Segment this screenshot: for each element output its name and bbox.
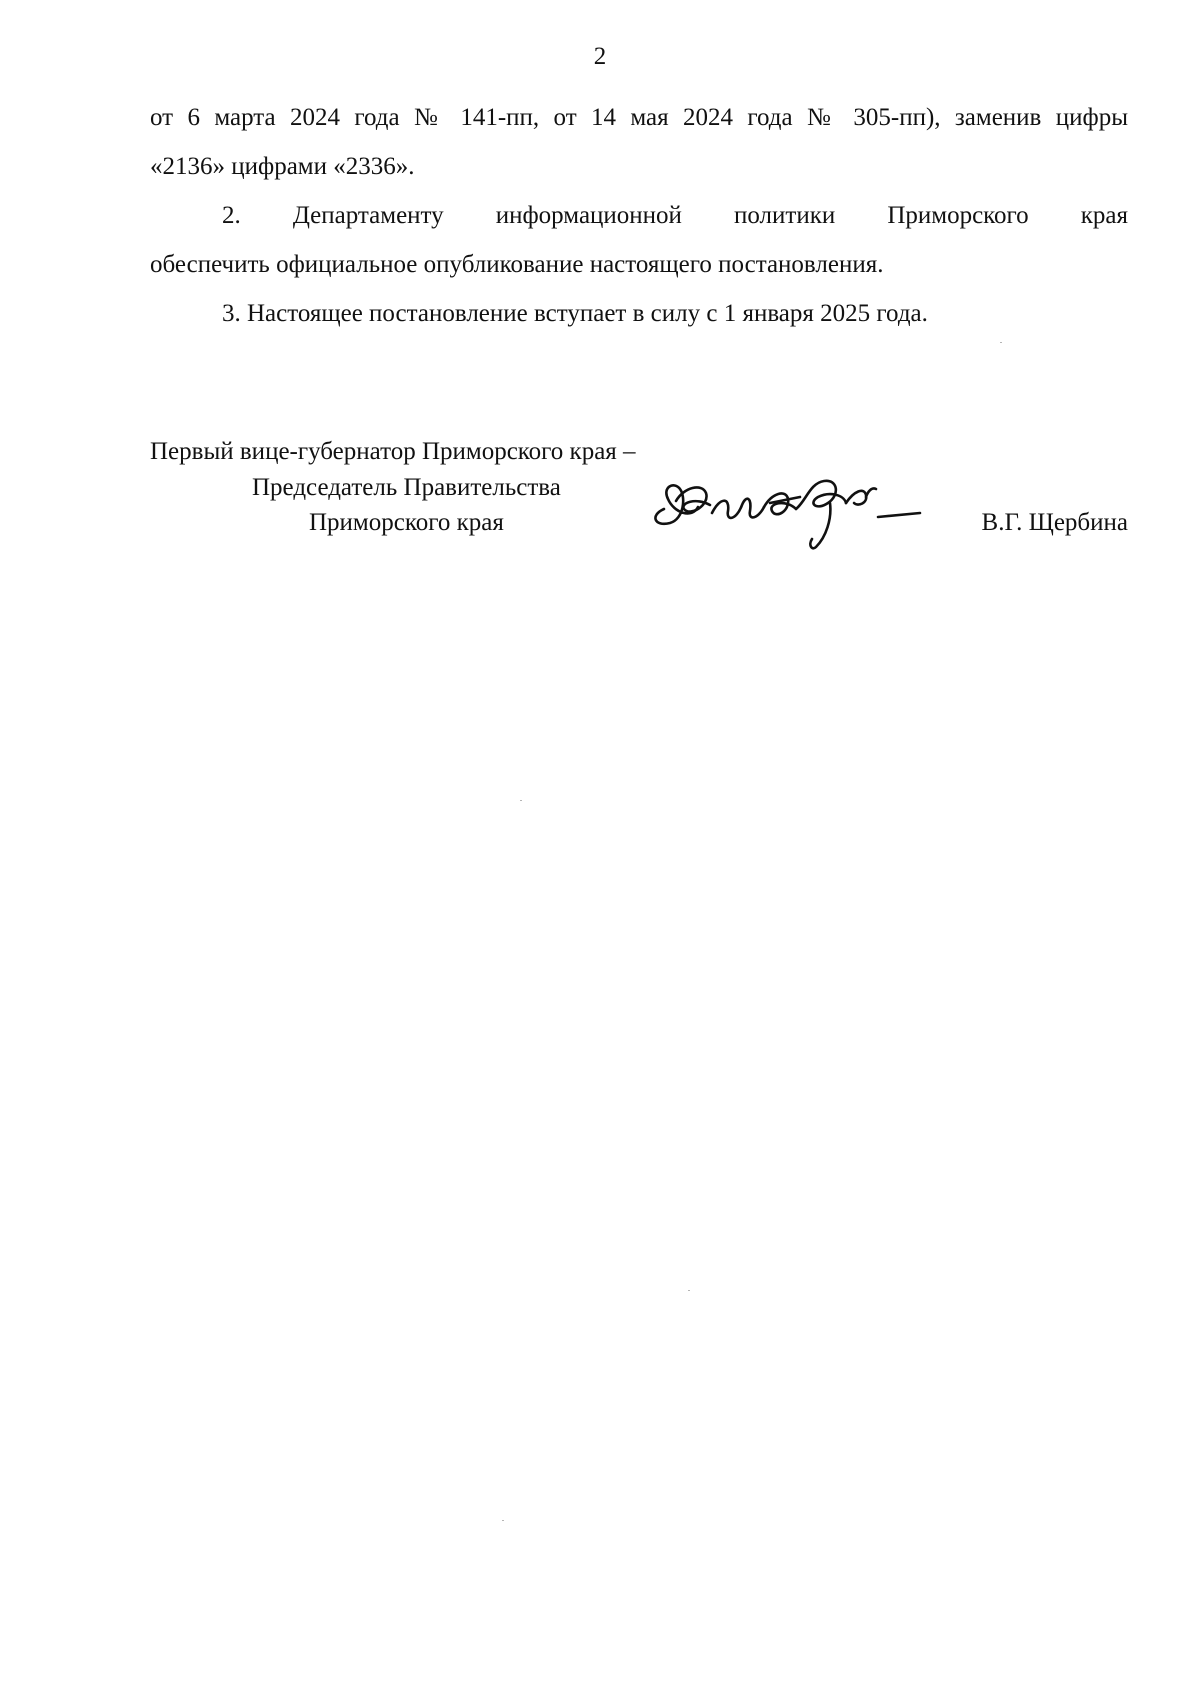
scan-speck <box>1000 342 1002 343</box>
signature-block <box>150 437 1128 547</box>
signatory-name: В.Г. Щербина <box>981 509 1128 536</box>
signatory-title-line-2: Председатель Правительства <box>252 474 561 501</box>
scan-speck <box>502 1520 504 1521</box>
paragraph-1-line-2: «2136» цифрами «2336». <box>150 153 415 180</box>
page-number: 2 <box>593 43 607 70</box>
paragraph-continuation <box>150 93 1128 191</box>
paragraph-3-line-1: 3. Настоящее постановление вступает в силу с 1 января 2025 года. <box>222 300 928 327</box>
signatory-title-line-1: Первый вице-губернатор Приморского края – <box>150 438 636 465</box>
paragraph-item-3 <box>150 289 1128 338</box>
paragraph-2-line-2: обеспечить официальное опубликование настоящего постановления. <box>150 251 884 278</box>
paragraph-1-line-1: от 6 марта 2024 года № 141-пп, от 14 мая 2024 года № 305-пп), заменив цифры <box>150 104 1128 131</box>
paragraph-2-line-1: 2. Департаменту информационной политики Приморского края <box>222 202 1128 229</box>
paragraph-item-2 <box>150 191 1128 289</box>
handwritten-signature-icon <box>640 457 930 557</box>
signatory-title-line-3: Приморского края <box>309 509 504 536</box>
scan-speck <box>520 800 522 801</box>
scan-speck <box>688 1290 690 1291</box>
